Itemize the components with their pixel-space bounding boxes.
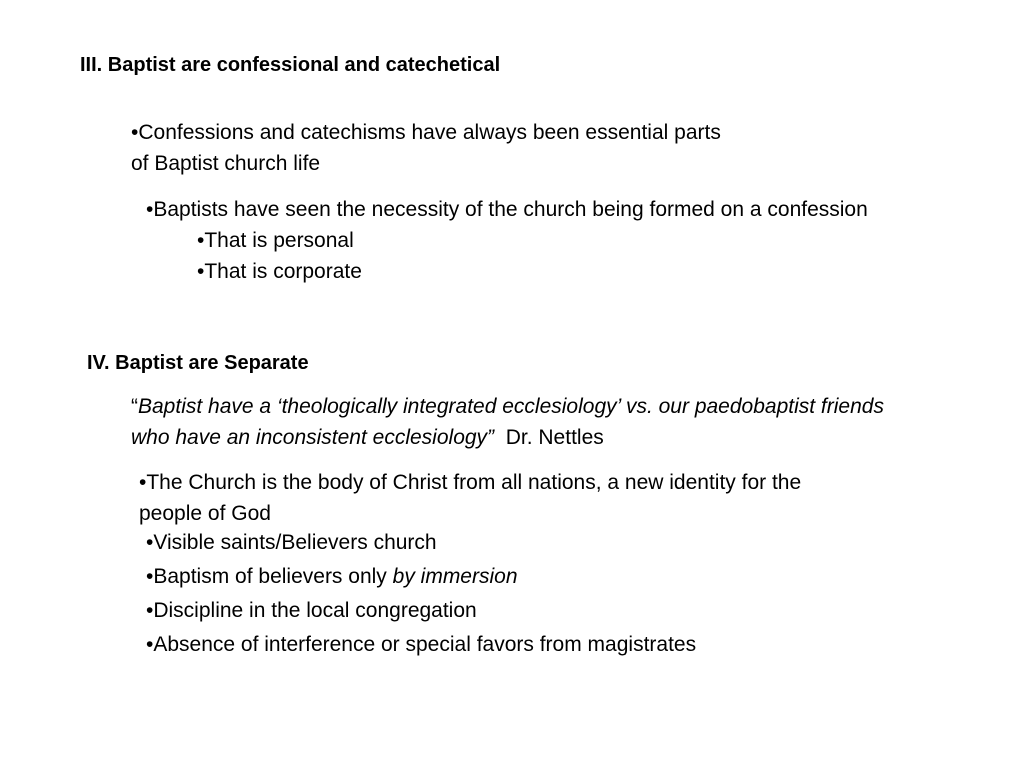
church-bullet-line-2: people of God — [139, 502, 271, 525]
bullet-discipline: •Discipline in the local congregation — [146, 599, 477, 622]
quote-text-line-1: Baptist have a ‘theologically integrated ecclesiology’ vs. our paedobaptist friends — [138, 395, 884, 418]
church-bullet-line-1: •The Church is the body of Christ from all nations, a new identity for the — [139, 471, 802, 494]
quote-open-mark: “ — [131, 395, 138, 418]
section-3-bullet-1-line-1: •Confessions and catechisms have always been essential parts — [131, 121, 721, 144]
bullet-baptism-text: •Baptism of believers only — [146, 565, 393, 588]
section-3-heading: III. Baptist are confessional and catechetical — [80, 54, 501, 76]
bullet-visible-saints: •Visible saints/Believers church — [146, 531, 437, 554]
quote-text-line-2: who have an inconsistent ecclesiology” — [131, 426, 495, 449]
quote-author: Dr. Nettles — [505, 426, 604, 449]
quote-line-2 — [131, 427, 604, 448]
bullet-baptism-italic: by immersion — [392, 565, 518, 588]
bullet-baptism — [146, 566, 518, 587]
section-3-bullet-1-line-2: of Baptist church life — [131, 152, 321, 175]
section-3-sub-bullet-corporate: •That is corporate — [197, 260, 362, 283]
bullet-magistrates: •Absence of interference or special favors from magistrates — [146, 633, 697, 656]
section-4-heading: IV. Baptist are Separate — [87, 352, 309, 374]
section-3-bullet-2: •Baptists have seen the necessity of the church being formed on a confession — [146, 198, 868, 221]
quote-line-1 — [131, 396, 884, 417]
section-3-sub-bullet-personal: •That is personal — [197, 229, 354, 252]
